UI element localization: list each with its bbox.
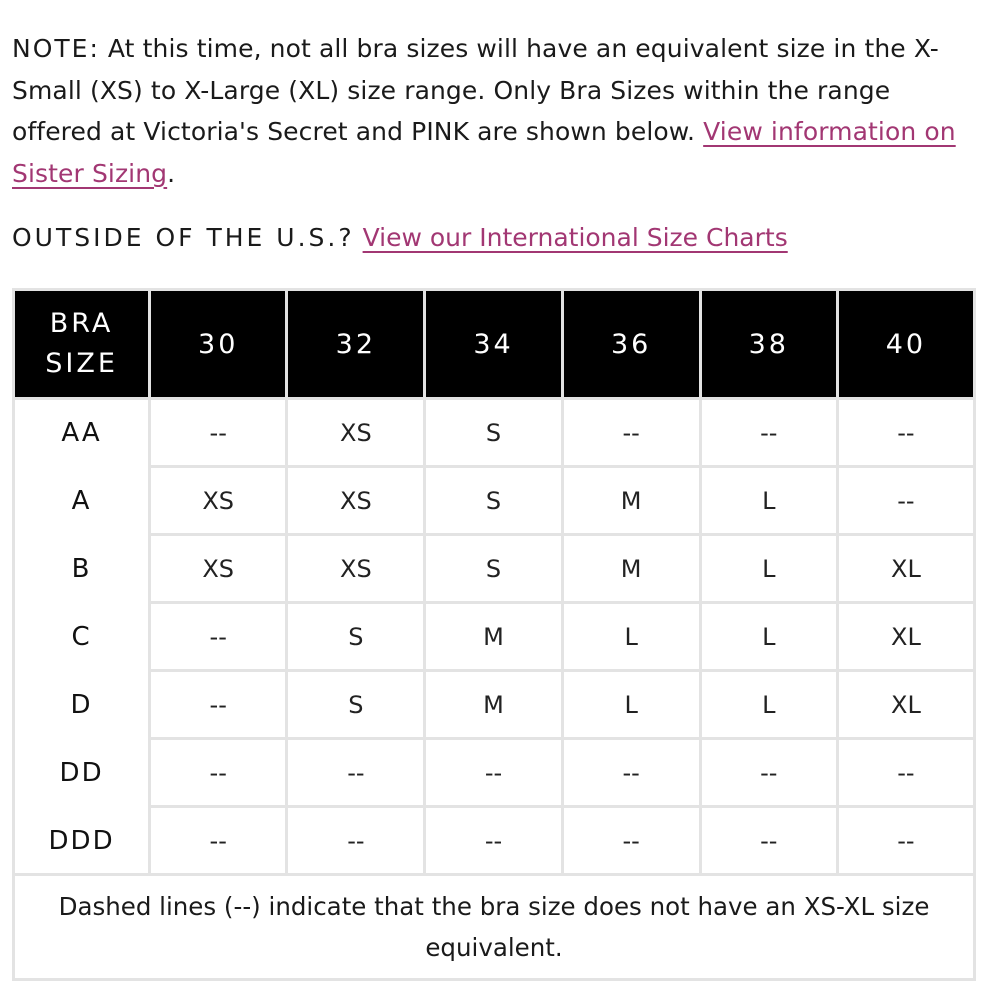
size-note (12, 28, 972, 194)
size-cell: -- (562, 739, 700, 807)
size-cell: -- (562, 399, 700, 467)
band-header: 32 (287, 290, 425, 399)
size-cell: S (425, 399, 562, 467)
size-cell: XL (837, 535, 974, 603)
band-size-header-row (14, 290, 975, 399)
bra-size-chart (12, 288, 976, 981)
size-cell: S (425, 535, 562, 603)
size-cell: M (425, 671, 562, 739)
size-cell: -- (562, 807, 700, 875)
corner-line-1: BRA (49, 308, 114, 339)
table-row (14, 603, 975, 671)
size-cell: -- (837, 739, 974, 807)
cup-size-cell: AA (14, 399, 150, 467)
outside-us-label: OUTSIDE OF THE U.S.? (12, 223, 355, 252)
dashed-lines-footnote: Dashed lines (--) indicate that the bra size does not have an XS-XL size equivalent. (14, 875, 975, 980)
table-row (14, 807, 975, 875)
size-cell: S (287, 671, 425, 739)
size-cell: -- (425, 807, 562, 875)
size-cell: -- (837, 467, 974, 535)
size-cell: -- (700, 399, 837, 467)
note-label: NOTE: (12, 34, 100, 63)
cup-size-cell: C (14, 603, 150, 671)
size-cell: L (700, 603, 837, 671)
size-cell: -- (837, 399, 974, 467)
size-cell: L (700, 671, 837, 739)
size-cell: -- (287, 807, 425, 875)
size-cell: M (425, 603, 562, 671)
size-cell: XS (150, 535, 287, 603)
size-cell: L (562, 603, 700, 671)
size-cell: S (287, 603, 425, 671)
band-header: 34 (425, 290, 562, 399)
size-cell: XL (837, 671, 974, 739)
size-cell: XS (287, 467, 425, 535)
international-size-charts-link[interactable]: View our International Size Charts (362, 223, 788, 252)
cup-size-cell: DDD (14, 807, 150, 875)
corner-line-2: SIZE (45, 348, 118, 379)
international-prompt (12, 219, 788, 257)
cup-size-cell: A (14, 467, 150, 535)
size-cell: -- (150, 399, 287, 467)
size-cell: -- (837, 807, 974, 875)
band-header: 38 (700, 290, 837, 399)
size-cell: L (562, 671, 700, 739)
size-cell: -- (150, 603, 287, 671)
size-cell: XS (287, 399, 425, 467)
table-row (14, 671, 975, 739)
table-row (14, 399, 975, 467)
size-cell: -- (150, 807, 287, 875)
note-period: . (167, 158, 176, 188)
band-header: 36 (562, 290, 700, 399)
size-cell: -- (700, 807, 837, 875)
size-cell: -- (150, 671, 287, 739)
table-row (14, 467, 975, 535)
size-cell: -- (150, 739, 287, 807)
size-cell: S (425, 467, 562, 535)
cup-size-cell: B (14, 535, 150, 603)
size-cell: -- (287, 739, 425, 807)
size-cell: L (700, 535, 837, 603)
cup-size-cell: DD (14, 739, 150, 807)
cup-size-cell: D (14, 671, 150, 739)
size-cell: XS (150, 467, 287, 535)
bra-size-corner-header (14, 290, 150, 399)
size-cell: XL (837, 603, 974, 671)
size-cell: XS (287, 535, 425, 603)
sister-sizing-link[interactable]: View information on Sister Sizing (12, 117, 956, 188)
table-row (14, 535, 975, 603)
band-header: 40 (837, 290, 974, 399)
size-cell: M (562, 535, 700, 603)
table-row (14, 739, 975, 807)
band-header: 30 (150, 290, 287, 399)
footnote-row (14, 875, 975, 980)
size-cell: L (700, 467, 837, 535)
size-cell: -- (425, 739, 562, 807)
size-cell: -- (700, 739, 837, 807)
note-text: At this time, not all bra sizes will have an equivalent size in the X-Small (XS) to X-Large (XL) size range. Only Bra Sizes within the range offered at Victoria's Secret and PINK are shown below. (12, 34, 939, 146)
size-cell: M (562, 467, 700, 535)
